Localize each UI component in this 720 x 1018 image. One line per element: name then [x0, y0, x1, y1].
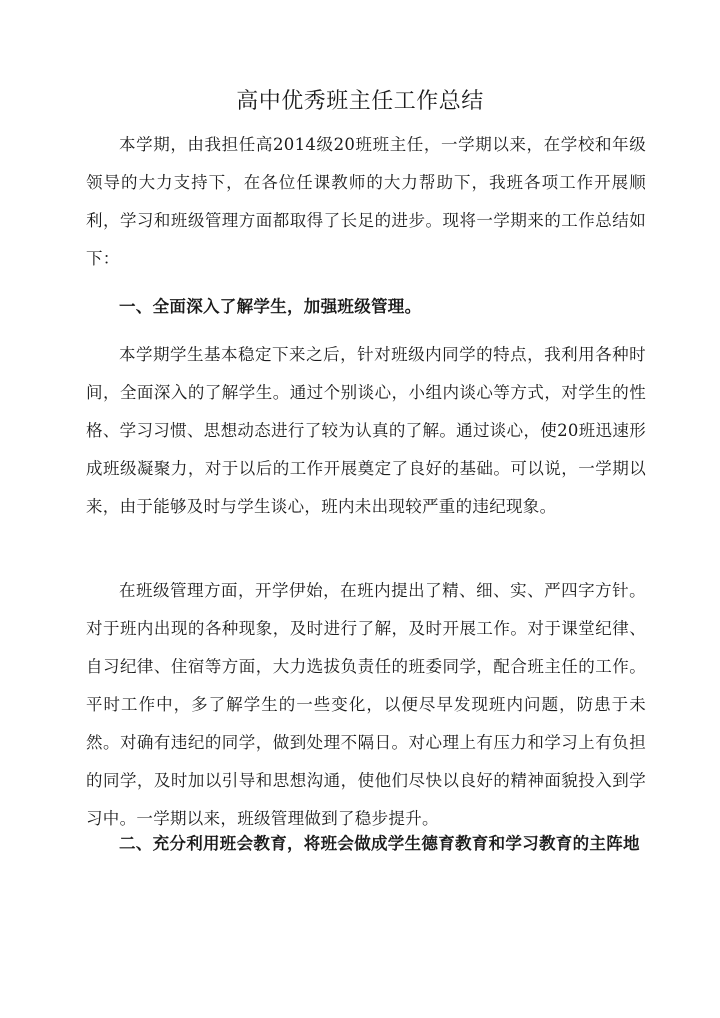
section-1-paragraph-2: 在班级管理方面，开学伊始，在班内提出了精、细、实、严四字方针。对于班内出现的各种现象，及时进行了解，及时开展工作。对于课堂纪律、自习纪律、住宿等方面，大力选拔负责任的班委同学，配合班主任的工作。平时工作中，多了解学生的一些变化，以便尽早发现班内问题，防患于未然。对确有违纪的同学，做到处理不隔日。对心理上有压力和学习上有负担的同学，及时加以引导和思想沟通，使他们尽快以良好的精神面貌投入到学习中。一学期以来，班级管理做到了稳步提升。	[86, 581, 646, 828]
document-title: 高中优秀班主任工作总结	[236, 89, 484, 114]
section-heading-1: 一、全面深入了解学生，加强班级管理。	[119, 297, 422, 316]
section-heading-2: 二、充分利用班会教育，将班会做成学生德育教育和学习教育的主阵地	[119, 834, 640, 853]
section-1-paragraph-1: 本学期学生基本稳定下来之后，针对班级内同学的特点，我利用各种时间，全面深入的了解学生。通过个别谈心，小组内谈心等方式，对学生的性格、学习习惯、思想动态进行了较为认真的了解。通过谈心，使20班迅速形成班级凝聚力，对于以后的工作开展奠定了良好的基础。可以说，一学期以来，由于能够及时与学生谈心，班内未出现较严重的违纪现象。	[86, 345, 646, 516]
intro-paragraph: 本学期，由我担任高2014级20班班主任，一学期以来，在学校和年级领导的大力支持下，在各位任课教师的大力帮助下，我班各项工作开展顺利，学习和班级管理方面都取得了长足的进步。现将一学期来的工作总结如下：	[86, 135, 646, 268]
